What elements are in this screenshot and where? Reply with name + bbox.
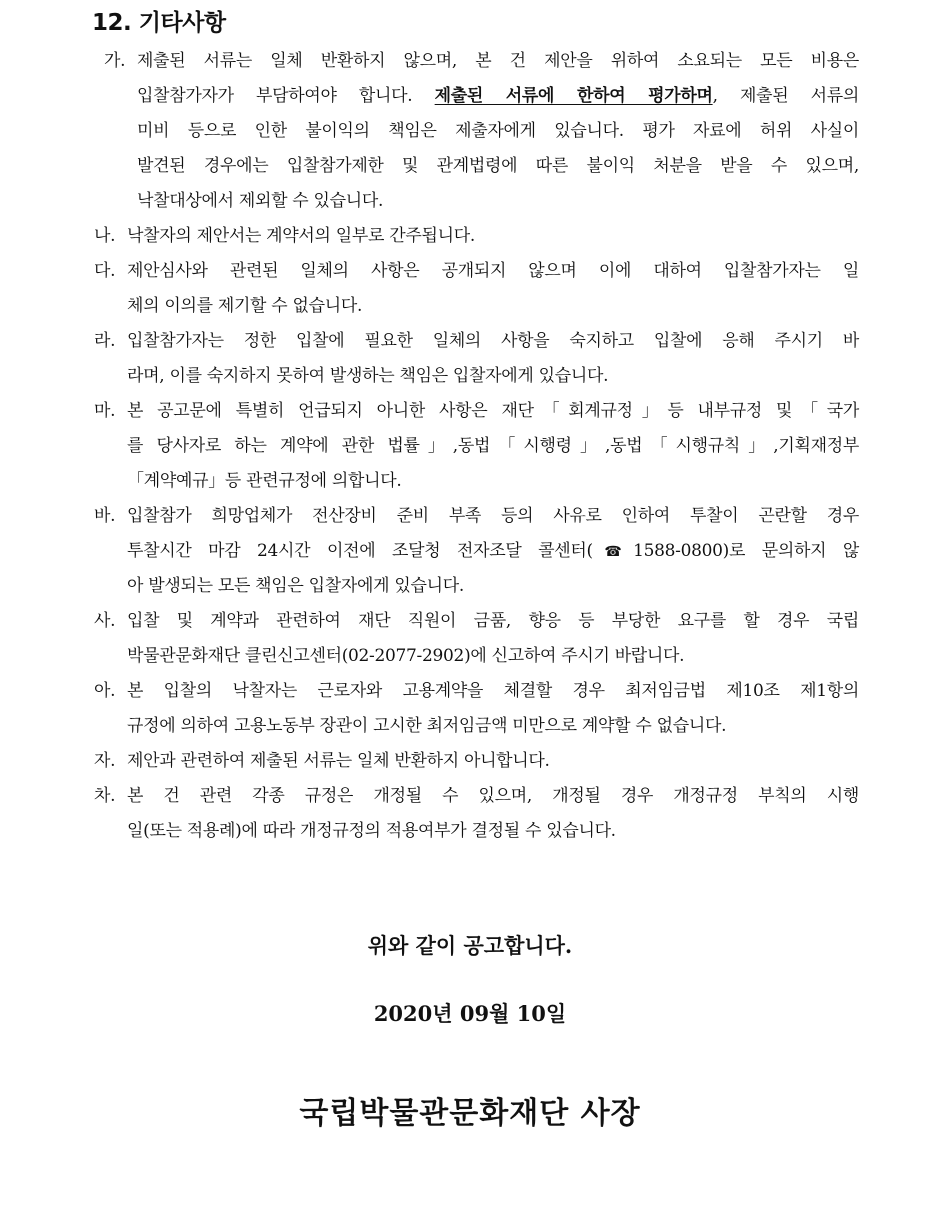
- notice-item: [94, 324, 859, 394]
- notice-item-text: 발견된 경우에는 입찰참가제한 및 관계법령에 따른 불이익 처분을 받을 수 있으며,: [137, 156, 859, 176]
- notice-item-text: 본 건 관련 각종 규정은 개정될 수 있으며, 개정될 경우 개정규정 부칙의 시행: [127, 786, 859, 806]
- notice-item-text: 제안과 관련하여 제출된 서류는 일체 반환하지 아니합니다.: [127, 751, 550, 771]
- notice-item: [94, 254, 859, 324]
- notice-item-continuation-line: [94, 289, 859, 324]
- notice-item-text: 미비 등으로 인한 불이익의 책임은 제출자에게 있습니다. 평가 자료에 허위 사실이: [137, 121, 859, 141]
- phone-icon: ☎: [592, 544, 634, 560]
- notice-item-continuation-line: [94, 814, 859, 849]
- notice-item-marker: 라.: [94, 331, 116, 351]
- notice-item-continuation-line: [104, 79, 859, 114]
- notice-item-first-line: [94, 324, 859, 359]
- notice-item: [94, 674, 859, 744]
- notice-item-marker: 아.: [94, 681, 116, 701]
- notice-item-marker: 자.: [94, 751, 116, 771]
- notice-item-continuation-line: [104, 114, 859, 149]
- notice-item: [94, 219, 859, 254]
- notice-item: [94, 744, 859, 779]
- notice-item-text: 제안심사와 관련된 일체의 사항은 공개되지 않으며 이에 대하여 입찰참가자는 일: [127, 261, 859, 281]
- notice-item-text: 입찰 및 계약과 관련하여 재단 직원이 금품, 향응 등 부당한 요구를 할 경우 국립: [127, 611, 859, 631]
- notice-item: [94, 604, 859, 674]
- notice-item-first-line: [94, 604, 859, 639]
- notice-item-text: 본 공고문에 특별히 언급되지 아니한 사항은 재단「회계규정」등 내부규정 및「국가: [127, 401, 859, 421]
- notice-item: [94, 779, 859, 849]
- notice-item-first-line: [104, 44, 859, 79]
- notice-item: [94, 499, 859, 604]
- notice-item-first-line: [94, 499, 859, 534]
- notice-item-text: 본 입찰의 낙찰자는 근로자와 고용계약을 체결할 경우 최저임금법 제10조 제1항의: [127, 681, 859, 701]
- section-title: 12. 기타사항: [92, 10, 226, 36]
- notice-item-text: 라며, 이를 숙지하지 못하여 발생하는 책임은 입찰자에게 있습니다.: [127, 366, 609, 386]
- closing-statement: 위와 같이 공고합니다.: [367, 933, 573, 958]
- notice-item-marker: 차.: [94, 786, 116, 806]
- notice-item-marker: 마.: [94, 401, 116, 421]
- notice-items-list: [94, 44, 859, 849]
- notice-item: [104, 44, 859, 219]
- notice-item-marker: 가.: [104, 51, 126, 71]
- notice-item-first-line: [94, 779, 859, 814]
- notice-item-continuation-line: [94, 359, 859, 394]
- notice-item-continuation-line: [104, 184, 859, 219]
- notice-item-continuation-line: [94, 709, 859, 744]
- notice-item-continuation-line: [94, 464, 859, 499]
- notice-item-text: 일(또는 적용례)에 따라 개정규정의 적용여부가 결정될 수 있습니다.: [127, 821, 616, 841]
- notice-item-marker: 바.: [94, 506, 116, 526]
- notice-item-first-line: [94, 219, 859, 254]
- notice-item-continuation-line: [94, 429, 859, 464]
- notice-item-text: 낙찰대상에서 제외할 수 있습니다.: [137, 191, 384, 211]
- notice-item-text: 아 발생되는 모든 책임은 입찰자에게 있습니다.: [127, 576, 464, 596]
- notice-item-first-line: [94, 254, 859, 289]
- notice-item-marker: 다.: [94, 261, 116, 281]
- announcement-date: 2020년 09월 10일: [373, 1001, 567, 1026]
- notice-item-text: 체의 이의를 제기할 수 없습니다.: [127, 296, 363, 316]
- notice-item-text: 입찰참가자가 부담하여야 합니다.: [137, 86, 435, 106]
- notice-item-text: 낙찰자의 제안서는 계약서의 일부로 간주됩니다.: [127, 226, 475, 246]
- notice-item-text: 입찰참가 희망업체가 전산장비 준비 부족 등의 사유로 인하여 투찰이 곤란할 경우: [127, 506, 859, 526]
- notice-item-continuation-line: [94, 534, 859, 569]
- notice-item-text: 제출된 서류는 일체 반환하지 않으며, 본 건 제안을 위하여 소요되는 모든 비용은: [137, 51, 859, 71]
- notice-item-text: 「계약예규」등 관련규정에 의합니다.: [127, 471, 402, 491]
- notice-item-text: 투찰시간 마감 24시간 이전에 조달청 전자조달 콜센터(: [127, 541, 593, 561]
- notice-item-first-line: [94, 744, 859, 779]
- notice-item-text: 를 당사자로 하는 계약에 관한 법률」,동법「시행령」,동법「시행규칙」,기획재정부: [127, 436, 859, 456]
- notice-item-text: 규정에 의하여 고용노동부 장관이 고시한 최저임금액 미만으로 계약할 수 없습니다.: [127, 716, 727, 736]
- notice-item-text: 1588-0800)로 문의하지 않: [633, 541, 859, 561]
- notice-item-first-line: [94, 674, 859, 709]
- notice-item-text: 입찰참가자는 정한 입찰에 필요한 일체의 사항을 숙지하고 입찰에 응해 주시기 바: [127, 331, 859, 351]
- notice-item-marker: 사.: [94, 611, 116, 631]
- notice-item-first-line: [94, 394, 859, 429]
- notice-item-text: , 제출된 서류의: [712, 86, 859, 106]
- issuer-signature: 국립박물관문화재단 사장: [299, 1096, 641, 1131]
- notice-item-continuation-line: [94, 639, 859, 674]
- notice-item: [94, 394, 859, 499]
- notice-item-continuation-line: [104, 149, 859, 184]
- notice-item-marker: 나.: [94, 226, 116, 246]
- emphasized-evaluation-text: 제출된 서류에 한하여 평가하며: [434, 86, 713, 106]
- notice-item-continuation-line: [94, 569, 859, 604]
- notice-item-text: 박물관문화재단 클린신고센터(02-2077-2902)에 신고하여 주시기 바랍니다.: [127, 646, 685, 666]
